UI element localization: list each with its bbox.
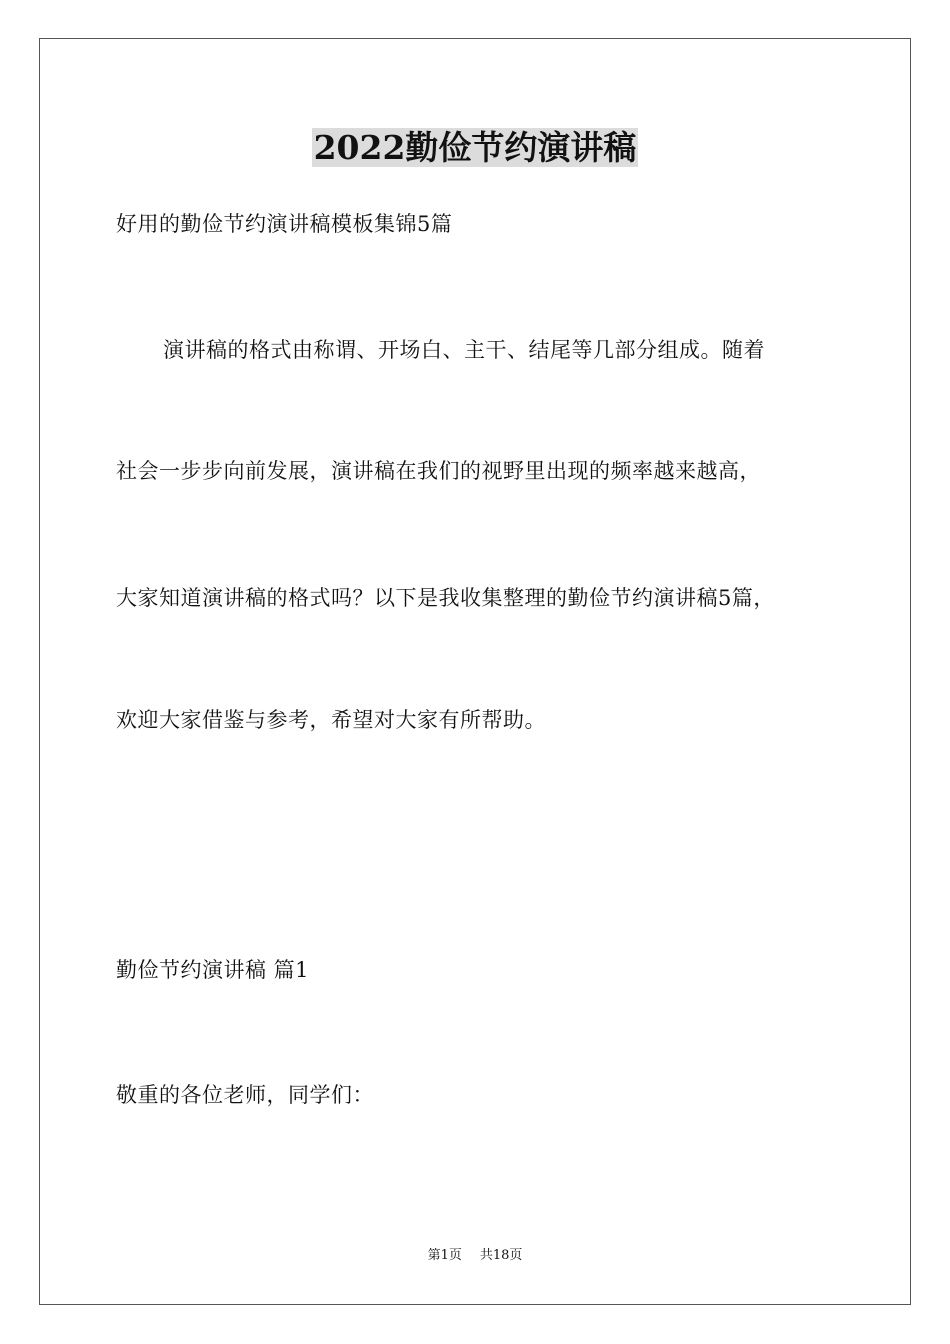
- intro-paragraph-line-1: 演讲稿的格式由称谓、开场白、主干、结尾等几部分组成。随着: [163, 338, 765, 362]
- intro-paragraph-line-2: 社会一步步向前发展，演讲稿在我们的视野里出现的频率越来越高，: [116, 459, 761, 483]
- document-title: [0, 127, 950, 169]
- intro-paragraph-line-3: 大家知道演讲稿的格式吗？以下是我收集整理的勤俭节约演讲稿5篇，: [116, 586, 775, 610]
- page-total: 共18页: [479, 1248, 523, 1263]
- document-subtitle: 好用的勤俭节约演讲稿模板集锦5篇: [116, 212, 453, 236]
- section-heading: 勤俭节约演讲稿 篇1: [116, 958, 310, 982]
- intro-paragraph-line-4: 欢迎大家借鉴与参考，希望对大家有所帮助。: [116, 708, 546, 732]
- salutation: 敬重的各位老师，同学们：: [116, 1083, 374, 1107]
- page-footer: [0, 1246, 950, 1266]
- document-title-text: 2022勤俭节约演讲稿: [313, 128, 637, 167]
- page-number: 第1页: [427, 1248, 462, 1263]
